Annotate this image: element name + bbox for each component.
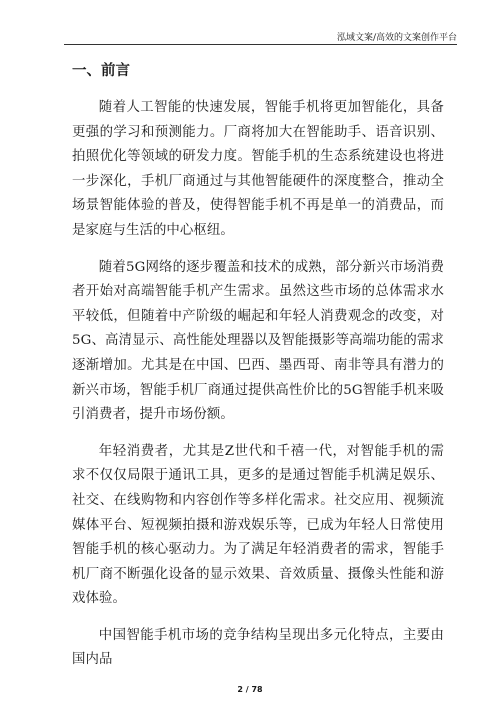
paragraph-3: 年轻消费者，尤其是Z世代和千禧一代，对智能手机的需求不仅仅局限于通讯工具，更多的是通过智能手机满足娱乐、社交、在线购物和内容创作等多样化需求。社交应用、视频流媒体平台、短视频拍摄和游戏娱乐等，已成为年轻人日常使用智能手机的核心驱动力。为了满足年轻消费者的需求，智能手机厂商不断强化设备的显示效果、音效质量、摄像头性能和游戏体验。	[72, 443, 444, 607]
page-number: 2 / 78	[237, 685, 263, 694]
page-body	[72, 60, 444, 685]
paragraph-1: 随着人工智能的快速发展，智能手机将更加智能化，具备更强的学习和预测能力。厂商将加大在智能助手、语音识别、拍照优化等领域的研发力度。智能手机的生态系统建设也将进一步深化，手机厂商通过与其他智能硬件的深度整合，推动全场景智能体验的普及，使得智能手机不再是单一的消费品，而是家庭与生活的中心枢纽。	[72, 100, 444, 238]
section-heading: 一、前言	[72, 62, 130, 79]
paragraph-2: 随着5G网络的逐步覆盖和技术的成熟，部分新兴市场消费者开始对高端智能手机产生需求。虽然这些市场的总体需求水平较低，但随着中产阶级的崛起和年轻人消费观念的改变，对5G、高清显示、高性能处理器以及智能摄影等高端功能的需求逐渐增加。尤其是在中国、巴西、墨西哥、南非等具有潜力的新兴市场，智能手机厂商通过提供高性价比的5G智能手机来吸引消费者，提升市场份额。	[72, 259, 444, 423]
document-header: 泓域文案/高效的文案创作平台	[336, 33, 457, 43]
header-divider	[64, 44, 457, 45]
paragraph-4: 中国智能手机市场的竞争结构呈现出多元化特点，主要由国内品	[72, 627, 444, 668]
